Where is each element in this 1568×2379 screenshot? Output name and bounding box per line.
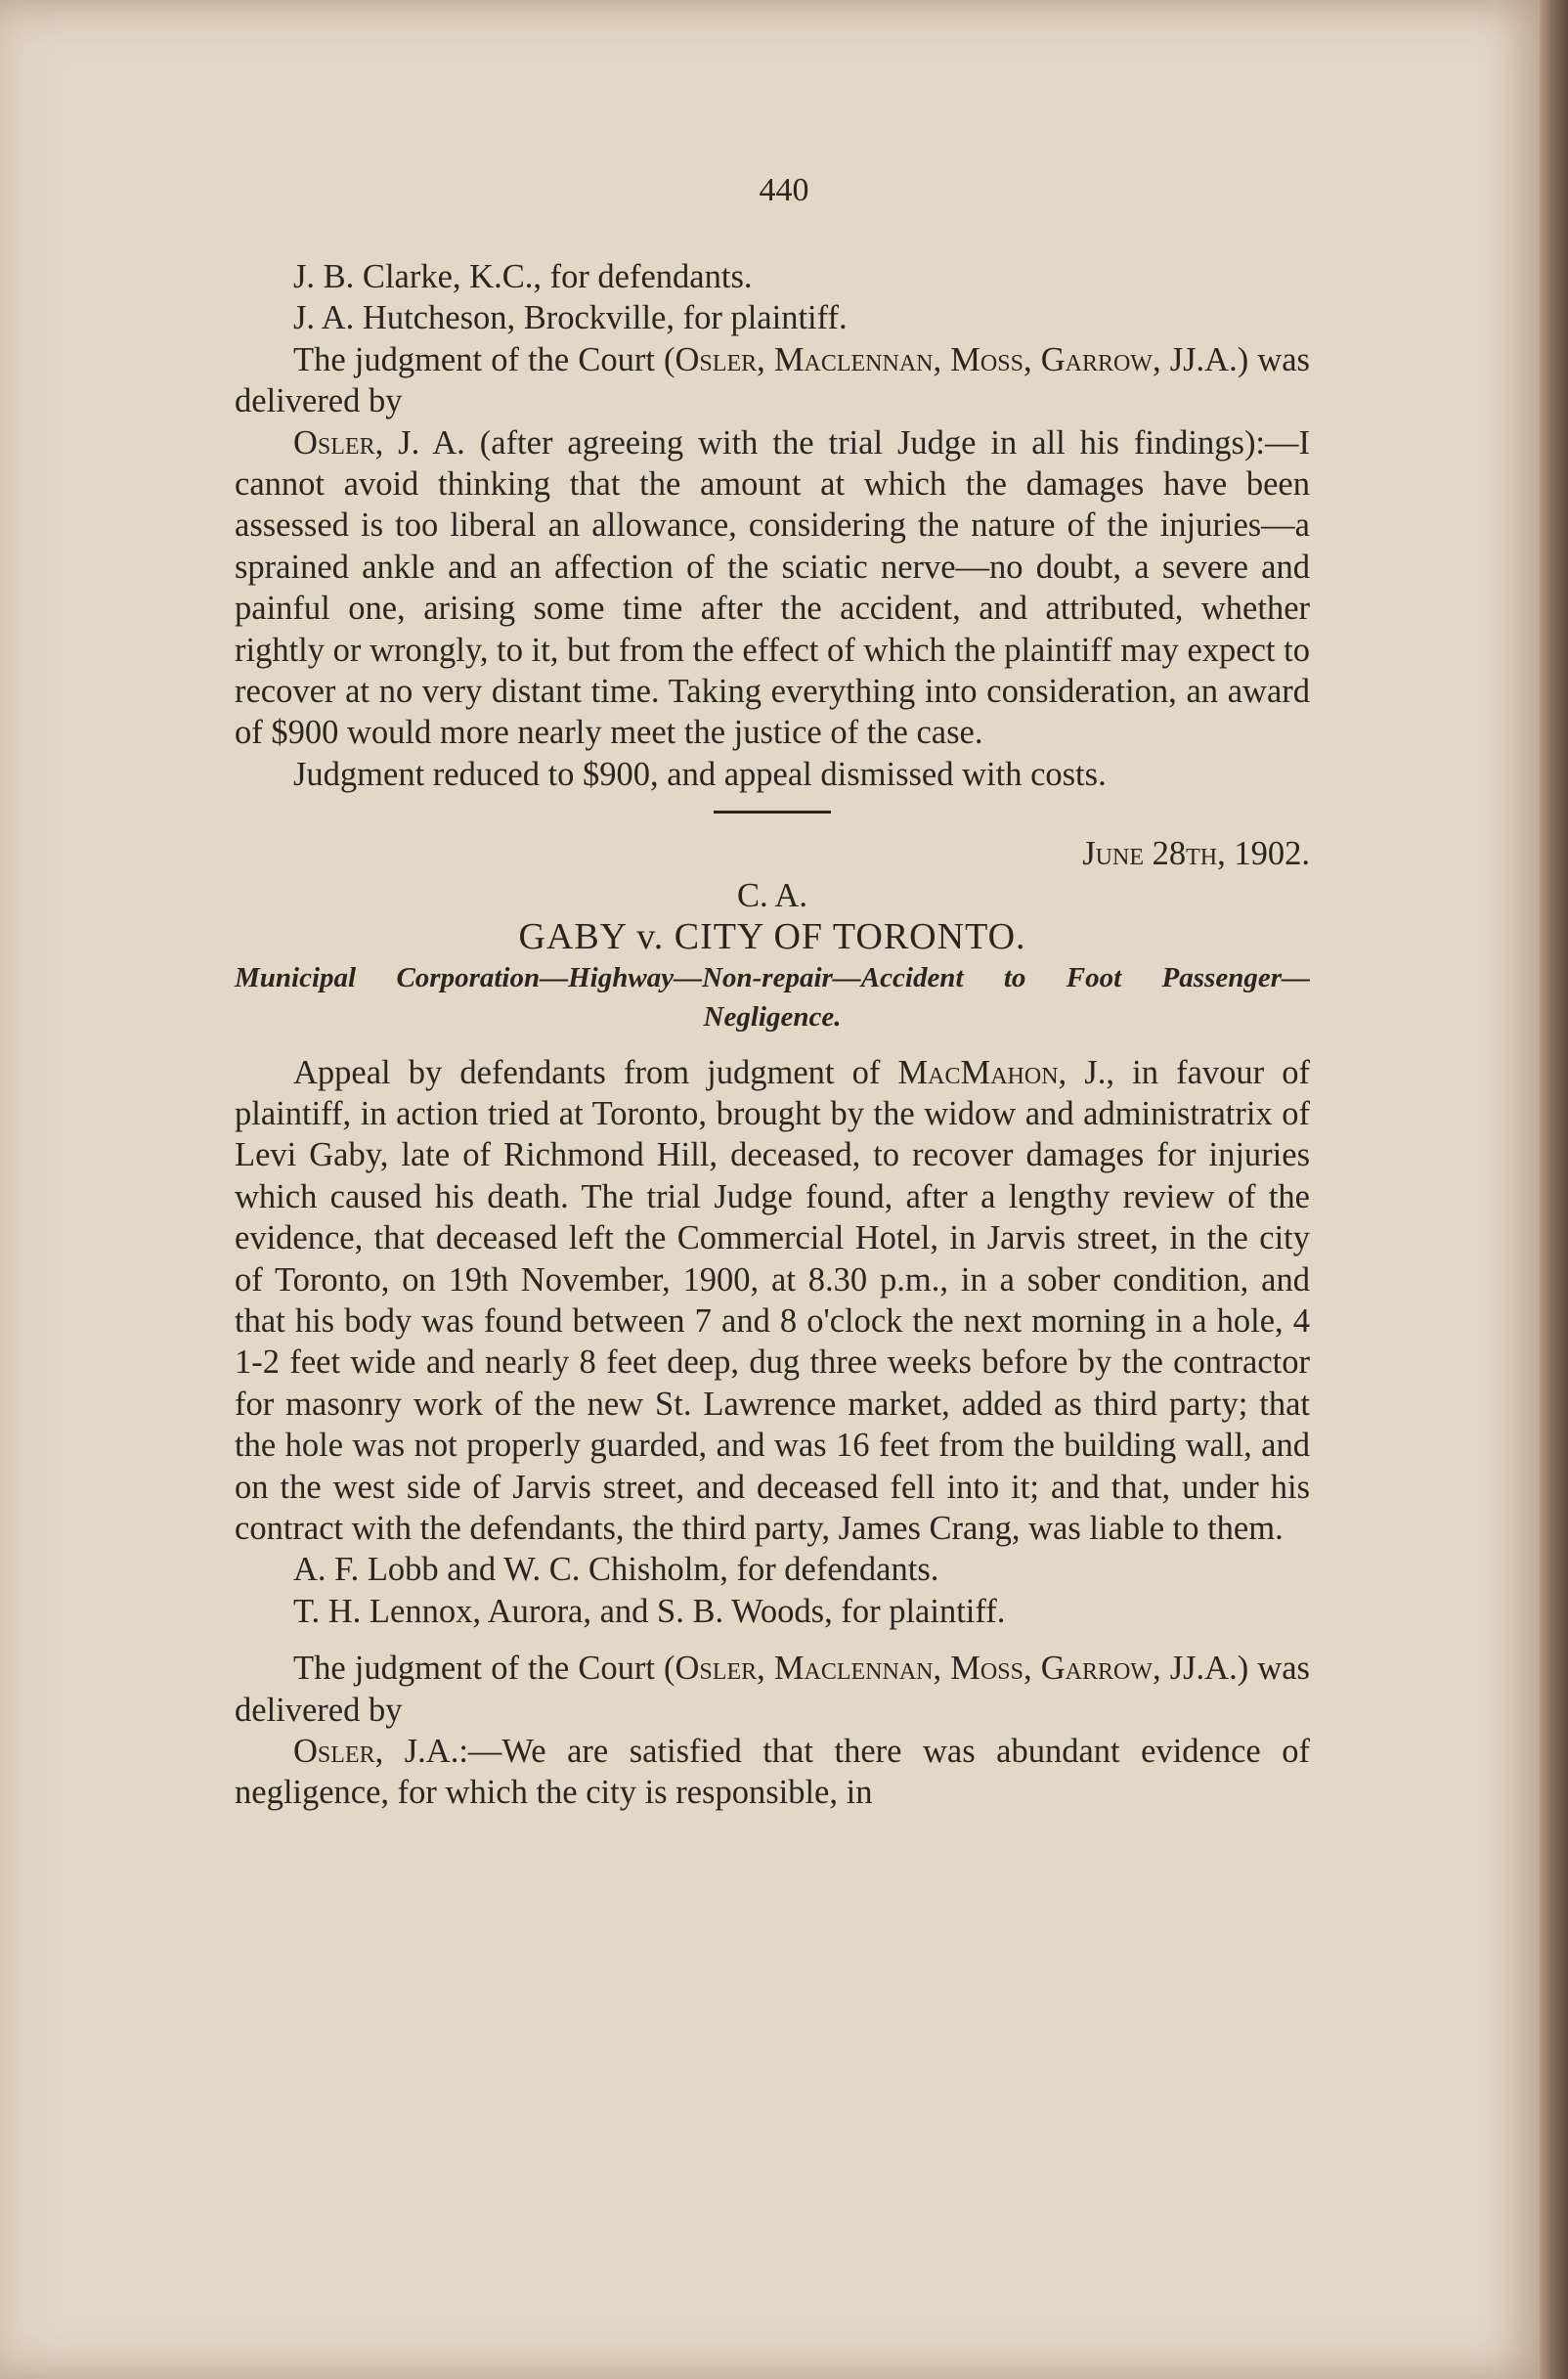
page-number: 440 <box>759 172 809 208</box>
judgment-text: Osler, J. A. (after agreeing with the trial Judge in all his findings):—I cannot avoid thinking that the amount at which the damages have been assessed is too liberal an allowance, considering the nature of the injuries—a sprained ankle and an affection of the sciatic nerve—no doubt, a severe and painful one, arising some time after the accident, and attributed, whether rightly or wrongly, to it, but from the effect of which the plaintiff may expect to recover at no very distant time. Taking everything into consideration, an award of $900 would more nearly meet the justice of the case. <box>235 423 1311 752</box>
judgment-text-2: Osler, J.A.:—We are satisfied that there was abundant evidence of negligence, for which the city is responsible, in <box>235 1733 1310 1812</box>
judge-name: Osler, J. A. <box>293 423 465 462</box>
judgment-intro-2: The judgment of the Court (Osler, Maclennan, Moss, Garrow, JJ.A.) was delivered by <box>235 1650 1310 1729</box>
case-headnote: Municipal Corporation—Highway—Non-repair—Accident to Foot Passenger—Negligence. <box>235 961 1310 1033</box>
case-summary: Appeal by defendants from judgment of MacMahon, J., in favour of plaintiff, in action tried at Toronto, brought by the widow and administratrix of Levi Gaby, late of Richmond Hill, deceased, to recover damages for injuries which caused his death. The trial Judge found, after a lengthy review of the evidence, that deceased left the Commercial Hotel, in Jarvis street, in the city of Toronto, on 19th November, 1900, at 8.30 p.m., in a sober condition, and that his body was found between 7 and 8 o'clock the next morning in a hole, 4 1-2 feet wide and nearly 8 feet deep, dug three weeks before by the contractor for masonry work of the new St. Lawrence market, added as third party; that the hole was not properly guarded, and was 16 feet from the building wall, and on the west side of Jarvis street, and deceased fell into it; and that, under his contract with the defendants, the third party, James Crang, was liable to them. <box>235 1053 1310 1547</box>
judgment-result: Judgment reduced to $900, and appeal dismissed with costs. <box>293 755 1107 793</box>
judge-name-2: Osler, J.A. <box>293 1733 459 1770</box>
section-divider <box>714 811 831 814</box>
counsel-defendants-2: A. F. Lobb and W. C. Chisholm, for defendants. <box>293 1551 939 1589</box>
counsel-defendants: J. B. Clarke, K.C., for defendants. <box>293 258 753 295</box>
page-body <box>235 256 1310 1814</box>
judgment-intro: The judgment of the Court (Osler, Maclennan, Moss, Garrow, JJ.A.) was delivered by <box>235 340 1310 420</box>
counsel-plaintiff-2: T. H. Lennox, Aurora, and S. B. Woods, for plaintiff. <box>293 1592 1006 1630</box>
case-date: June 28th, 1902. <box>1082 835 1310 873</box>
case-title: GABY v. CITY OF TORONTO. <box>518 916 1026 958</box>
counsel-plaintiff: J. A. Hutcheson, Brockville, for plaintiff. <box>293 299 848 337</box>
court-label: C. A. <box>737 876 807 914</box>
page-edge <box>1540 0 1568 2379</box>
